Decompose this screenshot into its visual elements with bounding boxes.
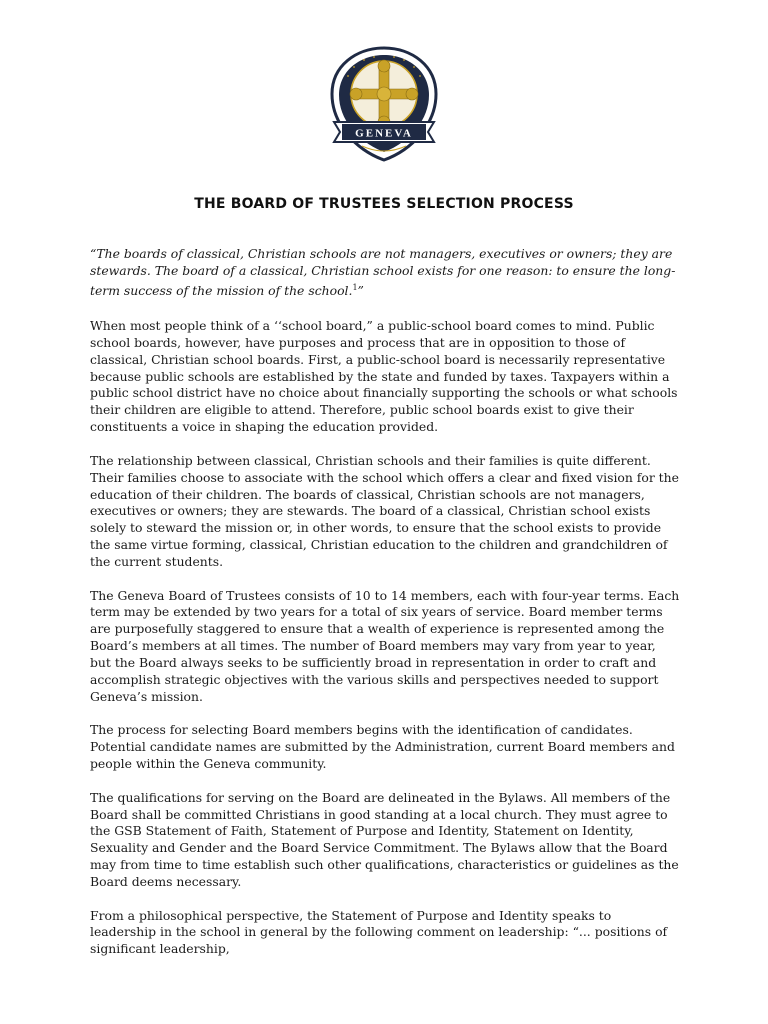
paragraph-board-composition: The Geneva Board of Trustees consists of 10 to 14 members, each with four-year terms. Each term may be extended by two years for a total of six years of service. Board member terms are purposefully staggered to ensure that a wealth of experience is represented among the Board’s members at all times. The number of Board members may vary from year to year, but the Board always seeks to be sufficiently broad in representation in order to craft and accomplish strategic objectives with the various skills and perspectives needed to support Geneva’s mission. [90, 587, 680, 704]
footnote-reference[interactable]: 1 [352, 282, 358, 292]
opening-quote [90, 246, 680, 300]
paragraph-relationship-with-families: The relationship between classical, Christian schools and their families is quite different. Their families choose to associate with the school which offers a clear and fixed vision for the education of their children. The boards of classical, Christian schools are not managers, executives or owners; they are stewards. The board of a classical, Christian school exists solely to steward the mission or, in other words, to ensure that the school exists to provide the same virtue forming, classical, Christian education to the children and grandchildren of the current students. [90, 452, 679, 570]
document-title: THE BOARD OF TRUSTEES SELECTION PROCESS [194, 196, 574, 212]
paragraph-qualifications: The qualifications for serving on the Board are delineated in the Bylaws. All members of the Board shall be committed Christians in good standing at a local church. They must agree to the GSB Statement of Faith, Statement of Purpose and Identity, Statement on Identity, Sexuality and Gender and the Board Service Commitment. The Bylaws allow that the Board may from time to time establish such other qualifications, characteristics or guidelines as the Board deems necessary. [90, 789, 679, 890]
paragraph-philosophical-perspective: From a philosophical perspective, the Statement of Purpose and Identity speaks to leadership in the school in general by the following comment on leadership: “... positions of significant leadership, [90, 907, 668, 957]
paragraph-public-school-boards: When most people think of a ‘‘school board,” a public-school board comes to mind. Public school boards, however, have purposes and process that are in opposition to those of classical, Christian school boards. First, a public-school board is necessarily representative because public schools are established by the state and funded by taxes. Taxpayers within a public school district have no choice about financially supporting the schools or what schools their children are eligible to attend. Therefore, public school boards exist to give their constituents a voice in shaping the education provided. [90, 317, 678, 435]
svg-text:GENEVA: GENEVA [355, 127, 413, 140]
paragraph-selection-process: The process for selecting Board members begins with the identification of candidates. Potential candidate names are submitted by the Administration, current Board members and people within the Geneva community. [90, 722, 675, 772]
quote-closing-mark: ” [357, 282, 364, 298]
document-body [90, 246, 680, 975]
geneva-crest-logo [324, 46, 444, 162]
quote-text: “The boards of classical, Christian schools are not managers, executives or owners; they are stewards. The board of a classical, Christian school exists for one reason: to ensure the long-term success of the mission of the school. [90, 246, 676, 298]
